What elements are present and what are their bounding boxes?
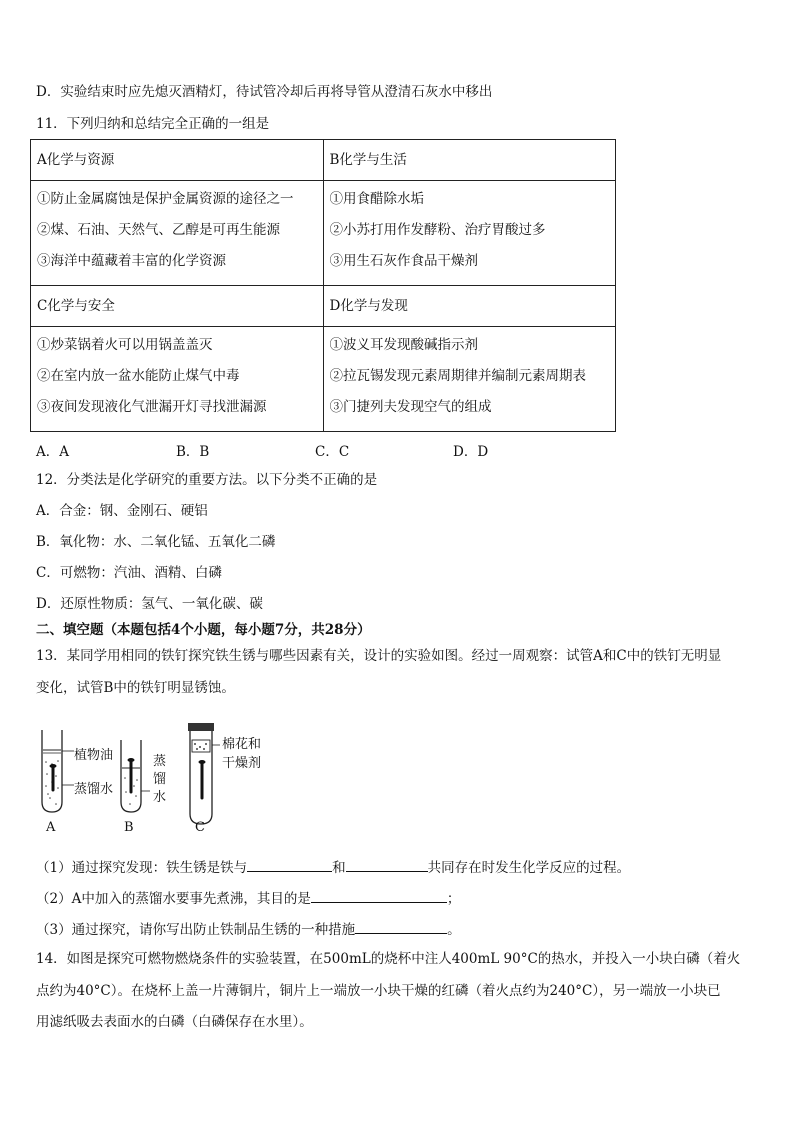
cell-d-head: D化学与发现 (323, 286, 616, 327)
cell-c-body (31, 327, 324, 432)
q14-line1: 14．如图是探究可燃物燃烧条件的实验装置，在500mL的烧杯中注人400mL 90°C的热水，并投入一小块白磷（着火 (36, 951, 741, 967)
q12-option-c: C．可燃物：汽油、酒精、白磷 (36, 565, 222, 581)
cell-c-head: C化学与安全 (31, 286, 324, 327)
cell-c-item: ②在室内放一盆水能防止煤气中毒 (37, 368, 240, 384)
q14-line2: 点约为40°C）。在烧杯上盖一片薄铜片，铜片上一端放一小块干燥的红磷（着火点约为240°C），另一端放一小块已 (36, 983, 721, 999)
q13-sub3-suffix: 。 (447, 922, 461, 938)
q13-stem-line1: 13．某同学用相同的铁钉探究铁生锈与哪些因素有关，设计的实验如图。经过一周观察：试管A和C中的铁钉无明显 (36, 648, 722, 664)
test-tube-figure (30, 720, 290, 840)
q11-stem: 11．下列归纳和总结完全正确的一组是 (36, 116, 270, 132)
tube-b-drawing (121, 740, 150, 812)
cell-a-item: ②煤、石油、天然气、乙醇是可再生能源 (37, 222, 280, 238)
choice-b: B．B (176, 444, 210, 460)
cell-c-item: ①炒菜锅着火可以用锅盖盖灭 (37, 337, 213, 353)
label-desiccant: 干燥剂 (222, 756, 262, 771)
cell-b-item: ②小苏打用作发酵粉、治疗胃酸过多 (329, 222, 546, 238)
label-b-char1: 蒸 (153, 754, 167, 769)
q12-option-d: D．还原性物质：氢气、一氧化碳、碳 (36, 596, 263, 612)
label-cotton: 棉花和 (222, 737, 262, 752)
q13-sub2-prefix: （2）A中加入的蒸馏水要事先煮沸，其目的是 (36, 891, 311, 907)
cell-a-head: A化学与资源 (31, 140, 324, 181)
answer-blank[interactable] (346, 857, 428, 872)
choice-d: D．D (453, 444, 489, 460)
q13-sub3 (36, 919, 461, 939)
cell-b-head: B化学与生活 (323, 140, 616, 181)
cell-d-item: ③门捷列夫发现空气的组成 (329, 399, 492, 415)
cell-a-item: ①防止金属腐蚀是保护金属资源的途径之一 (37, 191, 294, 207)
q12-option-a: A．合金：钢、金刚石、硬铝 (36, 503, 208, 519)
answer-blank[interactable] (311, 888, 447, 903)
tube-b-label: B (124, 820, 134, 835)
q13-sub1 (36, 857, 630, 877)
q12-stem: 12．分类法是化学研究的重要方法。以下分类不正确的是 (36, 472, 378, 488)
q13-sub2 (36, 888, 460, 908)
cell-d-item: ②拉瓦锡发现元素周期律并编制元素周期表 (329, 368, 586, 384)
tube-a-label: A (46, 820, 56, 835)
cell-b-body (323, 181, 616, 286)
q10-option-d: D．实验结束时应先熄灭酒精灯，待试管冷却后再将导管从澄清石灰水中移出 (36, 84, 493, 100)
q11-table (30, 139, 616, 432)
cell-d-body (323, 327, 616, 432)
q13-sub1-prefix: （1）通过探究发现：铁生锈是铁与 (36, 860, 248, 876)
choice-a: A．A (36, 444, 69, 460)
q12-option-b: B．氧化物：水、二氧化锰、五氧化二磷 (36, 534, 276, 550)
cell-c-item: ③夜间发现液化气泄漏开灯寻找泄漏源 (37, 399, 267, 415)
cell-b-item: ③用生石灰作食品干燥剂 (329, 253, 478, 269)
section-title: 二、填空题（本题包括4个小题，每小题7分，共28分） (36, 622, 371, 638)
tube-c-drawing (188, 723, 220, 824)
cell-b-item: ①用食醋除水垢 (329, 191, 424, 207)
answer-blank[interactable] (355, 919, 447, 934)
choice-c: C．C (315, 444, 350, 460)
q14-line3: 用滤纸吸去表面水的白磷（白磷保存在水里）。 (36, 1014, 313, 1030)
label-plant-oil: 植物油 (74, 748, 114, 763)
q13-stem-line2: 变化，试管B中的铁钉明显锈蚀。 (36, 680, 235, 696)
answer-blank[interactable] (247, 857, 332, 872)
cell-d-item: ①波义耳发现酸碱指示剂 (329, 337, 478, 353)
q13-sub2-suffix: ； (446, 891, 461, 907)
tube-c-label: C (195, 820, 205, 835)
cell-a-body (31, 181, 324, 286)
label-b-char2: 馏 (153, 772, 167, 787)
q13-sub1-suffix: 共同存在时发生化学反应的过程。 (427, 860, 631, 876)
label-distilled-water: 蒸馏水 (74, 782, 114, 797)
q13-sub1-mid: 和 (332, 860, 346, 876)
cell-a-item: ③海洋中蕴藏着丰富的化学资源 (37, 253, 226, 269)
label-b-char3: 水 (153, 790, 167, 805)
tube-a-drawing (42, 730, 74, 812)
q13-sub3-prefix: （3）通过探究，请你写出防止铁制品生锈的一种措施 (36, 922, 356, 938)
